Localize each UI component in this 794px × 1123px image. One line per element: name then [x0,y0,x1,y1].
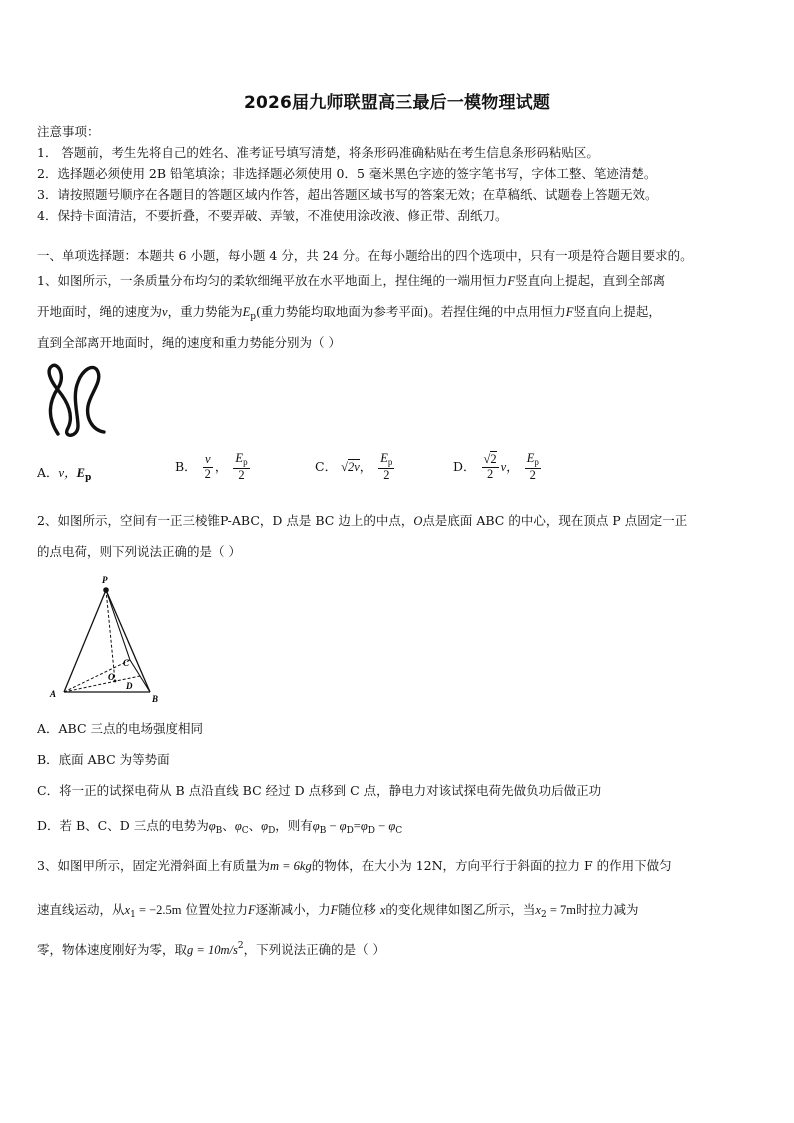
label-a: A [50,689,57,699]
notice-item-1: 1． 答题前，考生先将自己的姓名、准考证号填写清楚，将条形码准确粘贴在考生信息条形码粘贴区。 [37,145,599,160]
q2-option-a[interactable]: A．ABC 三点的电场强度相同 [37,721,204,736]
page-title: 2026届九师联盟高三最后一模物理试题 [243,93,551,113]
q2-option-d[interactable]: D．若 B、C、D 三点的电势为$\varphi_B$、$\varphi_C$、$\varphi_D$，则有$\varphi_B - \varphi_D=\varphi_D - \varphi_C$ [37,818,403,836]
label-c: C [123,658,130,668]
q2-line-1: 2、如图所示，空间有一正三棱锥P-ABC，D 点是 BC 边上的中点，O点是底面 ABC 的中心，现在顶点 P 点固定一正 [37,513,688,528]
q3-line-1: 3、如图甲所示，固定光滑斜面上有质量为m = 6kg的物体，在大小为 12N，方向平行于斜面的拉力 F 的作用下做匀 [37,858,672,873]
q1-line-3: 直到全部离开地面时，绳的速度和重力势能分别为（ ） [37,335,341,350]
pyramid-figure [46,574,166,706]
q2-line-2: 的点电荷，则下列说法正确的是（ ） [37,544,241,559]
q1-option-c[interactable]: C． √2v， $\frac{E_p}{2}$ [315,451,393,482]
label-d: D [126,681,133,691]
q1-line-1: 1、如图所示，一条质量分布均匀的柔软细绳平放在水平地面上，捏住绳的一端用恒力F竖直向上提起，直到全部离 [37,273,666,288]
label-o: O [108,672,115,682]
notice-item-4: 4．保持卡面清洁，不要折叠，不要弄破、弄皱，不准使用涂改液、修正带、刮纸刀。 [37,208,508,223]
label-p: P [102,575,108,585]
section-heading: 一、单项选择题：本题共 6 小题，每小题 4 分，共 24 分。在每小题给出的四个选项中，只有一项是符合题目要求的。 [37,248,693,263]
q3-line-3: 零，物体速度刚好为零，取$g = 10m/s^2$，下列说法正确的是（ ） [37,941,386,957]
q1-option-d[interactable]: D． $\frac{√2}{2}$ v， $\frac{E_p}{2}$ [453,451,539,482]
q2-option-b[interactable]: B．底面 ABC 为等势面 [37,752,170,767]
label-b: B [152,694,159,704]
q1-option-b[interactable]: B． $\frac{v}{2}$ ， $\frac{E_p}{2}$ [175,451,248,482]
q3-line-2: 速直线运动，从$x_1 = -2.5m$ 位置处拉力F逐渐减小，力F随位移 x的变化规律如图乙所示，当$x_2 = 7m$时拉力减为 [37,902,639,920]
notice-heading: 注意事项： [37,124,100,139]
q1-option-a[interactable]: A．v，$E_p$ [37,465,92,483]
q1-line-2: 开地面时，绳的速度为v，重力势能为$E_p$(重力势能均取地面为参考平面)。若捏住绳的中点用恒力F竖直向上提起， [37,304,661,322]
notice-item-3: 3．请按照题号顺序在各题目的答题区域内作答，超出答题区域书写的答案无效；在草稿纸、试题卷上答题无效。 [37,187,658,202]
rope-figure [44,356,110,440]
notice-item-2: 2．选择题必须使用 2B 铅笔填涂；非选择题必须使用 0．5 毫米黑色字迹的签字笔书写，字体工整、笔迹清楚。 [37,166,657,181]
q2-option-c[interactable]: C．将一正的试探电荷从 B 点沿直线 BC 经过 D 点移到 C 点，静电力对该试探电荷先做负功后做正功 [37,783,602,798]
